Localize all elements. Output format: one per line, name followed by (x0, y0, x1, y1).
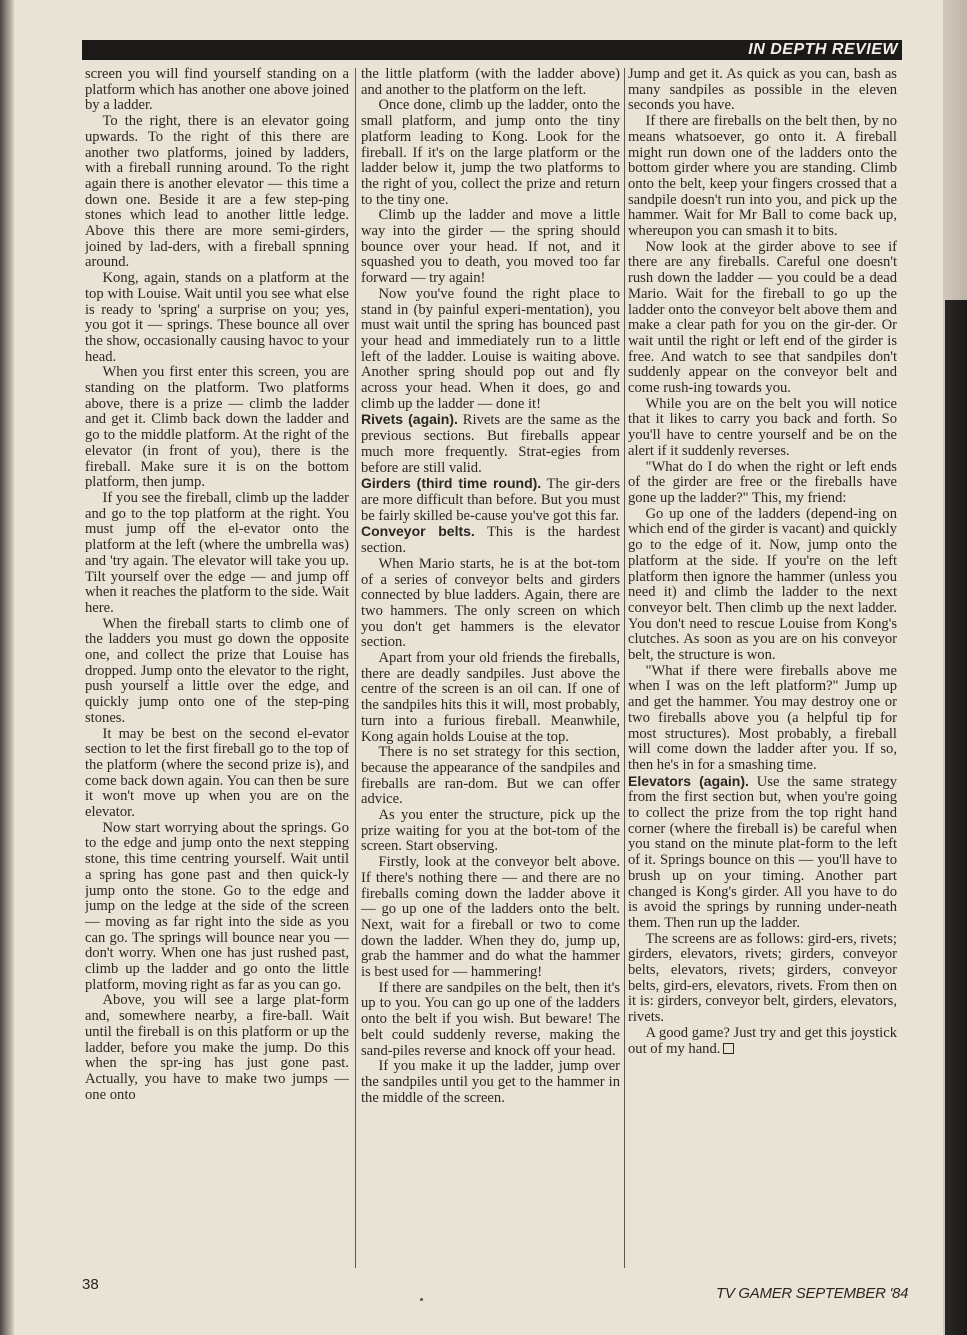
page-binding-shadow (0, 0, 14, 1335)
paragraph: Climb up the ladder and move a little way into the girder — the spring should bounce over your head. If not, and it squashed you to death, you moved too far forward — try again! (361, 207, 620, 287)
section-label: IN DEPTH REVIEW (748, 41, 898, 58)
subheading-rivets: Rivets (again). (361, 411, 458, 428)
paragraph: "What if there were fireballs above me when I was on the left platform?" Jump up and get the hammer. You may destroy one or two fireballs above you (a helpful tip for most structures). Most probably, a fireball will come down the ladder after you. If so, then he's in for a smashing time. (628, 662, 897, 773)
paragraph: As you enter the structure, pick up the prize waiting for you at the bot-tom of the screen. Start observing. (361, 807, 620, 855)
paragraph: Above, you will see a large plat-form and, somewhere nearby, a fire-ball. Wait until the fireball is on this platform or up the ladder, before you make the jump. Do this when the spr-ing has just gone past. Actually, you have to make two jumps — one onto (85, 992, 349, 1103)
print-speck (420, 1298, 423, 1301)
publication-footer: TV GAMER SEPTEMBER '84 (716, 1285, 909, 1302)
paragraph: If you make it up the ladder, jump over the sandpiles until you get to the hammer in the middle of the screen. (361, 1058, 620, 1106)
column-rule-1 (355, 68, 356, 1268)
paragraph: Firstly, look at the conveyor belt above. If there's nothing there — and there are no fireballs coming down the ladder above it — go up one of the ladders onto the belt. Next, wait for a fireball or two to come down the ladder. When they do, jump up, grab the hammer and do what the hammer is best used for — hammering! (361, 854, 620, 981)
paragraph: Once done, climb up the ladder, onto the small platform, and jump onto the tiny platform leading to Kong. Look for the fireball. If it's on the large platform or the ladder below it, jump the two platforms to the right of you, collect the prize and return to the tiny one. (361, 97, 620, 208)
paragraph: It may be best on the second el-evator section to let the first fireball go to the top of the platform (where the second prize is), and come back down again. You can then be sure it won't move up when you are on the elevator. (85, 725, 349, 821)
paragraph: When Mario starts, he is at the bot-tom of a series of conveyor belts and girders connected by blue ladders. Again, there are two hammers. The only screen on which you don't get hammers is the elevator section. (361, 555, 620, 651)
paragraph (361, 524, 620, 556)
paragraph (628, 1026, 897, 1057)
article-column-3 (628, 67, 897, 1267)
paragraph: Now start worrying about the springs. Go to the edge and jump onto the next stepping stone, this time centring yourself. Wait until a spring has gone past and then quick-ly jump onto the stone. Go to the edge and jump on the ledge at the side of the screen — moving as far right into the side as you can go. The springs will bounce near you — don't worry. When one has just rushed past, climb up the ladder and go onto the little platform, moving right as far as you can go. (85, 819, 349, 993)
paragraph: the little platform (with the ladder above) and another to the platform on the left. (361, 67, 620, 98)
paragraph-text: A good game? Just try and get this joystick out of my hand. (628, 1024, 897, 1057)
paragraph: Apart from your old friends the fireballs, there are deadly sandpiles. Just above the centre of the screen is an oil can. If one of the sandpiles hits this it will, most probably, turn into a furious fireball. Meanwhile, Kong again holds Louise at the top. (361, 650, 620, 745)
paragraph: "What do I do when the right or left ends of the girder are free or the fireballs have gone up the ladder?" This, my friend: (628, 458, 897, 506)
page-number: 38 (82, 1276, 99, 1293)
paragraph-text: The gir-ders are more difficult than before. But you must be fairly skilled be-cause you've got this far. (361, 476, 620, 524)
paragraph (361, 412, 620, 476)
next-page-dark-strip (945, 300, 967, 1335)
paragraph: Go up one of the ladders (depend-ing on which end of the girder is vacant) and quickly go to the edge of it. Now, jump onto the platform at the side. If you're on the left platform then ignore the hammer (unless you need it) and climb the ladder to the next conveyor belt. Then climb up the next ladder. You don't need to rescue Louise from Kong's clutches. As soon as you are on his conveyor belt, the structure is won. (628, 505, 897, 664)
paragraph-text: Rivets are the same as the previous sections. But fireballs appear much more frequently. Strat-egies from before are still valid. (361, 412, 620, 476)
paragraph: Jump and get it. As quick as you can, bash as many sandpiles as possible in the eleven seconds you have. (628, 67, 897, 114)
paragraph (361, 476, 620, 524)
paragraph-text: Use the same strategy from the first section but, when you're going to collect the prize from the top right hand corner (where the fireball is) be careful when you stand on the minute plat-form to the left of it. Springs bounce on this — you'll have to brush up on your timing. Another part changed is Kong's girder. All you have to do is avoid the springs by running under-neath them. Then run up the ladder. (628, 773, 897, 931)
end-mark-icon (723, 1043, 734, 1054)
paragraph: When you first enter this screen, you are standing on the platform. Two platforms above, there is a prize — climb the ladder and get it. Climb back down the ladder and go to the middle platform. At the right of the elevator (in front of you), there is the fireball. Make sure it is on the bottom platform, then jump. (85, 364, 349, 491)
section-banner (82, 40, 902, 60)
paragraph (628, 774, 897, 932)
paragraph: There is no set strategy for this section, because the appearance of the sandpiles and fireballs are ran-dom. But we can offer advice. (361, 744, 620, 808)
paragraph: If there are sandpiles on the belt, then it's up to you. You can go up one of the ladders onto the belt if you wish. But beware! The belt could suddenly reverse, making the sand-piles reverse and knock off your head. (361, 979, 620, 1059)
paragraph: If you see the fireball, climb up the ladder and go to the top platform at the right. You must jump off the el-evator onto the platform at the left (where the umbrella was) and 'try again. The elevator will take you up. Tilt yourself over the edge — and jump off when it reaches the platform to the side. Wait here. (85, 489, 349, 616)
paragraph: While you are on the belt you will notice that it likes to carry you back and forth. So you'll have to centre yourself and be on the alert if it suddenly reverses. (628, 395, 897, 459)
paragraph: Now you've found the right place to stand in (by painful experi-mentation), you must wait until the spring has bounced past your head and immediately run to a little left of the ladder. Louise is waiting above. Another spring should pop out and fly across your head. When it does, go and climb up the ladder — done it! (361, 285, 620, 412)
article-column-1 (85, 67, 349, 1267)
paragraph-text: This is the hardest section. (361, 524, 620, 557)
subheading-conveyor-belts: Conveyor belts. (361, 523, 475, 540)
paragraph: When the fireball starts to climb one of the ladders you must go down the opposite one, and collect the prize that Louise has dropped. Jump onto the elevator to the right, push yourself a little over the edge, and quickly jump onto one of the step-ping stones. (85, 615, 349, 726)
paragraph: The screens are as follows: gird-ers, rivets; girders, elevators, rivets; girders, conveyor belts, elevators, rivets; girders, conveyor belts, gird-ers, elevators, rivets. From then on it is: girders, conveyor belt, girders, elevators, rivets. (628, 930, 897, 1026)
article-column-2 (361, 67, 620, 1267)
paragraph: If there are fireballs on the belt then, by no means whatsoever, go onto it. A fireball might run down one of the ladders onto the bottom girder where you are standing. Climb onto the belt, keep your fingers crossed that a sandpile doesn't run into you, and pick up the hammer. Wait for Mr Ball to come back up, whereupon you can smash it to bits. (628, 113, 897, 240)
paragraph: To the right, there is an elevator going upwards. To the right of this there are another two platforms, joined by ladders, with a fireball running around. To the right again there is another elevator — this time a down one. Beside it are a few step-ping stones which lead to another little ledge. Above this there are more semi-girders, joined by lad-ders, with a fireball spnning around. (85, 113, 349, 271)
column-rule-2 (624, 68, 625, 1268)
paragraph: screen you will find yourself standing on a platform which has another one above joined by a ladder. (85, 67, 349, 114)
paragraph: Now look at the girder above to see if there are any fireballs. Careful one doesn't rush down the ladder — you could be a dead Mario. Wait for the fireball to go up the ladder onto the conveyor belt above them and make a clear path for you on the gir-der. Or wait until the right or left end of the girder is free. And watch to see that sandpiles don't suddenly appear on the conveyor belt and come rush-ing towards you. (628, 238, 897, 397)
subheading-girders: Girders (third time round). (361, 475, 542, 492)
subheading-elevators: Elevators (again). (628, 772, 749, 789)
paragraph: Kong, again, stands on a platform at the top with Louise. Wait until you see what else is ready to 'spring' a surprise on you; yes, you got it — springs. These bounce all over the show, occasionally causing havoc to your head. (85, 270, 349, 365)
